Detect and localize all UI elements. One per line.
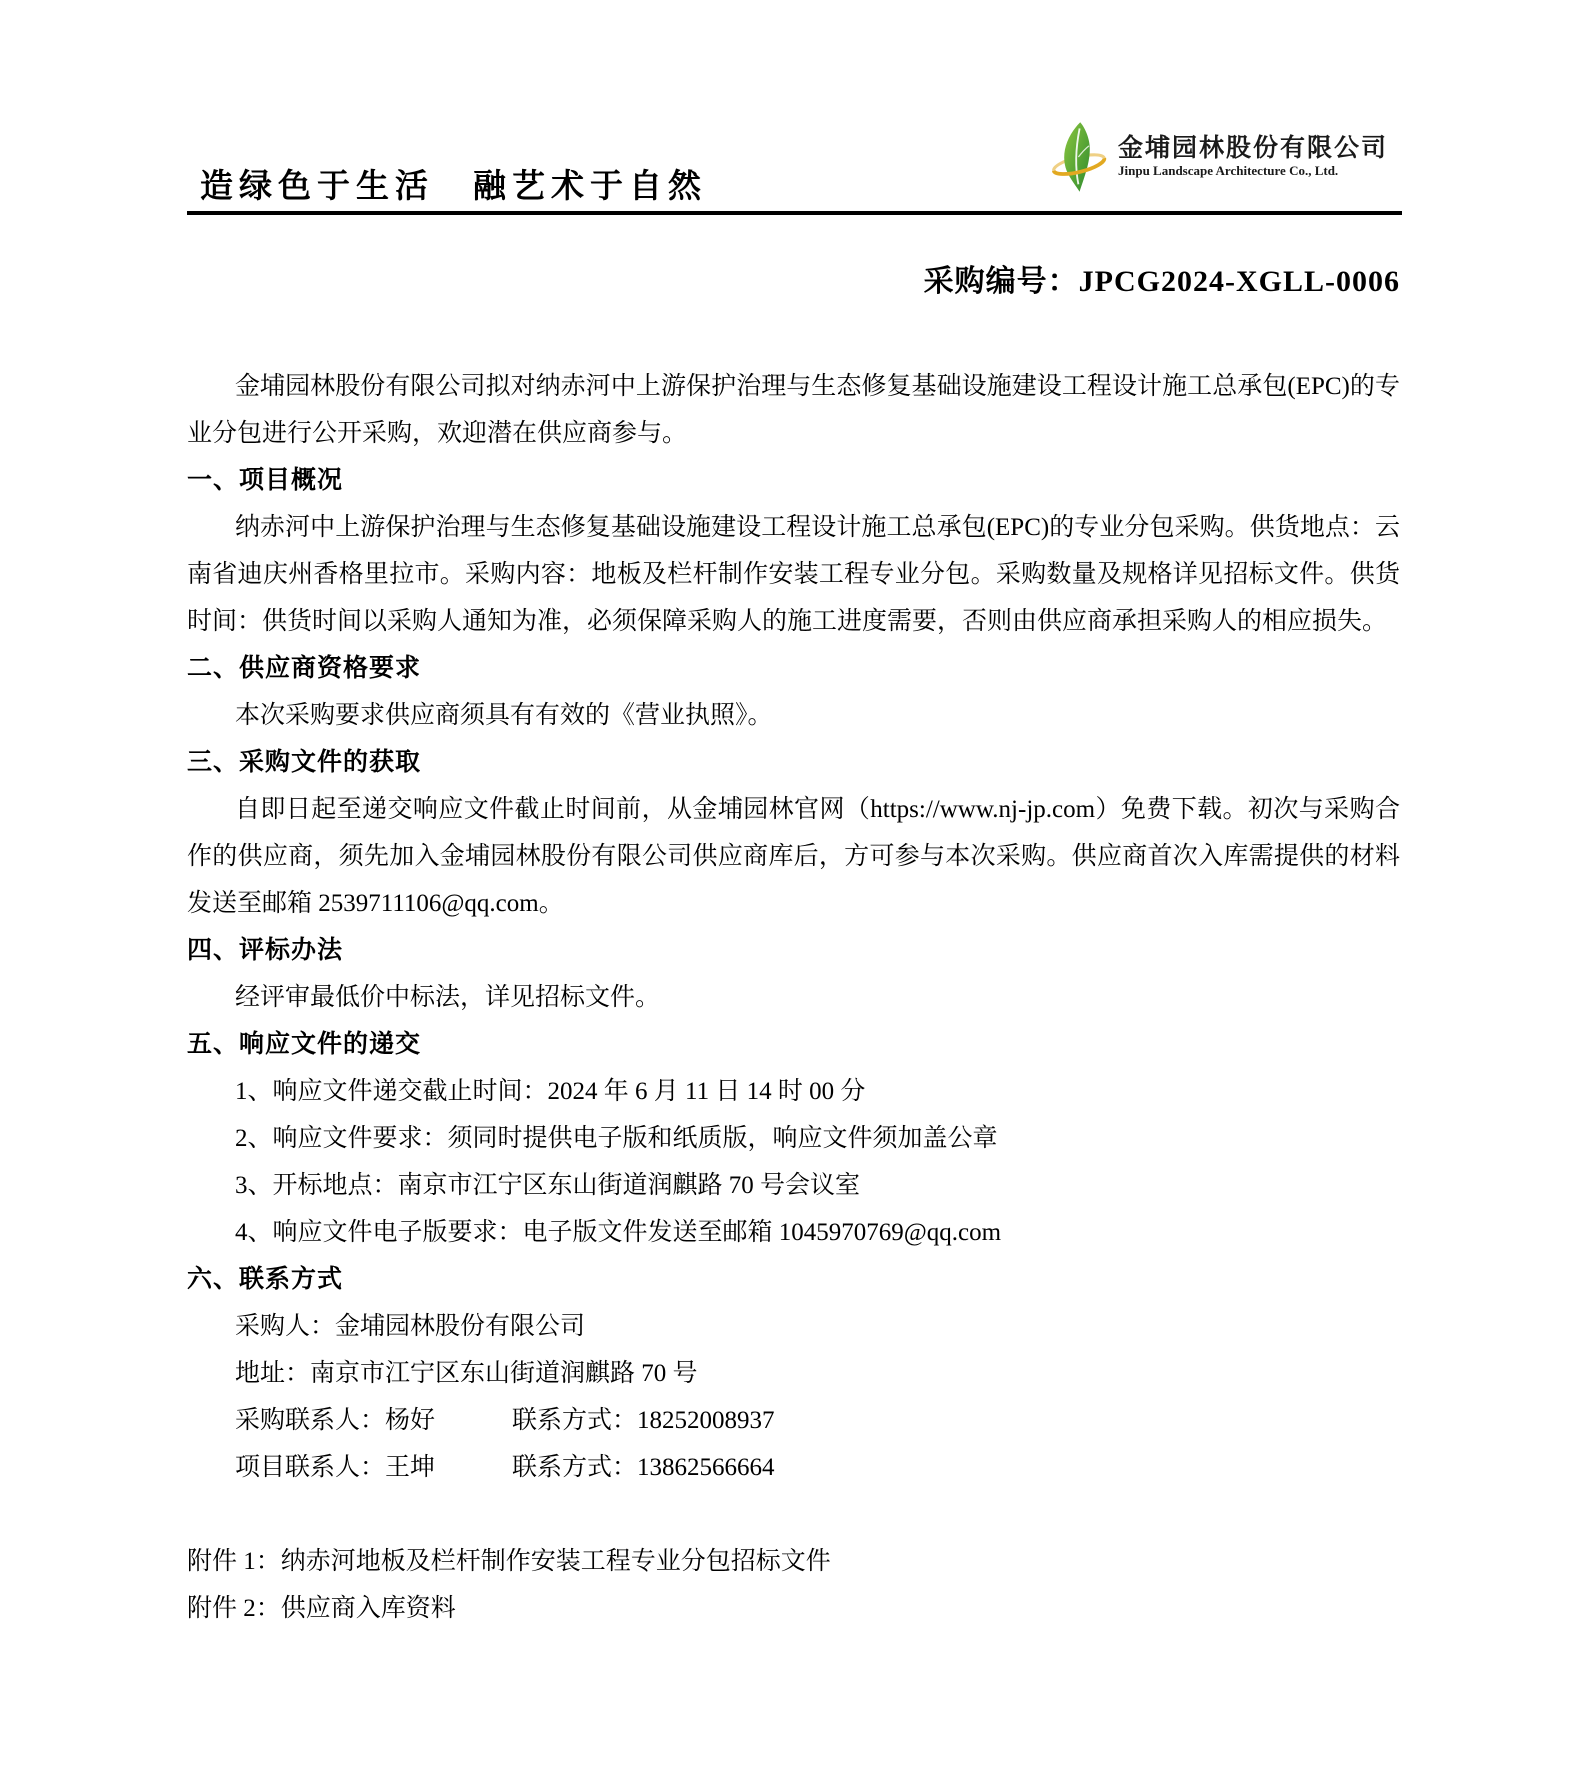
header-divider [187, 211, 1402, 215]
intro-paragraph: 金埔园林股份有限公司拟对纳赤河中上游保护治理与生态修复基础设施建设工程设计施工总承包(EPC)的专业分包进行公开采购，欢迎潜在供应商参与。 [187, 373, 1400, 447]
submission-item-email: 4、响应文件电子版要求：电子版文件发送至邮箱 1045970769@qq.com [235, 1219, 1002, 1246]
section-4-heading: 四、评标办法 [187, 936, 344, 964]
procurement-number: 采购编号：JPCG2024-XGLL-0006 [923, 265, 1400, 298]
leaf-logo-icon [1048, 118, 1110, 196]
company-name-en: Jinpu Landscape Architecture Co., Ltd. [1118, 163, 1339, 178]
contact-address: 地址：南京市江宁区东山街道润麒路 70 号 [235, 1360, 698, 1387]
buyer-contact-name: 采购联系人：杨好 [235, 1407, 436, 1434]
submission-item-format: 2、响应文件要求：须同时提供电子版和纸质版，响应文件须加盖公章 [235, 1125, 998, 1152]
section-2-paragraph: 本次采购要求供应商须具有有效的《营业执照》。 [235, 702, 773, 729]
attachment-1: 附件 1：纳赤河地板及栏杆制作安装工程专业分包招标文件 [187, 1548, 831, 1575]
attachment-2: 附件 2：供应商入库资料 [187, 1595, 456, 1622]
section-1-heading: 一、项目概况 [187, 466, 344, 494]
section-3-paragraph: 自即日起至递交响应文件截止时间前，从金埔园林官网（https://www.nj-jp.com）免费下载。初次与采购合作的供应商，须先加入金埔园林股份有限公司供应商库后，方可参与本次采购。供应商首次入库需提供的材料发送至邮箱 2539711106@qq.com。 [187, 796, 1400, 917]
contact-row-buyer [187, 1397, 1400, 1444]
section-6-heading: 六、联系方式 [187, 1265, 344, 1293]
buyer-contact-phone: 联系方式：18252008937 [512, 1407, 775, 1434]
contact-purchaser: 采购人：金埔园林股份有限公司 [235, 1313, 586, 1340]
attachments-block [187, 1538, 1400, 1632]
section-5-heading: 五、响应文件的递交 [187, 1030, 422, 1058]
logo-text [1118, 135, 1388, 179]
company-name-cn: 金埔园林股份有限公司 [1118, 134, 1389, 162]
project-contact-name: 项目联系人：王坤 [235, 1454, 436, 1481]
company-logo [1048, 118, 1388, 196]
project-contact-phone: 联系方式：13862566664 [512, 1454, 775, 1481]
section-4-paragraph: 经评审最低价中标法，详见招标文件。 [235, 984, 661, 1011]
submission-item-location: 3、开标地点：南京市江宁区东山街道润麒路 70 号会议室 [235, 1172, 861, 1199]
submission-item-deadline: 1、响应文件递交截止时间：2024 年 6 月 11 日 14 时 00 分 [235, 1078, 866, 1105]
document-body [187, 363, 1400, 1632]
contact-row-project [187, 1444, 1400, 1491]
section-2-heading: 二、供应商资格要求 [187, 654, 422, 682]
company-slogan: 造绿色于生活 融艺术于自然 [200, 167, 707, 204]
section-3-heading: 三、采购文件的获取 [187, 748, 422, 776]
section-1-paragraph: 纳赤河中上游保护治理与生态修复基础设施建设工程设计施工总承包(EPC)的专业分包采购。供货地点：云南省迪庆州香格里拉市。采购内容：地板及栏杆制作安装工程专业分包。采购数量及规格详见招标文件。供货时间：供货时间以采购人通知为准，必须保障采购人的施工进度需要，否则由供应商承担采购人的相应损失。 [187, 514, 1400, 635]
